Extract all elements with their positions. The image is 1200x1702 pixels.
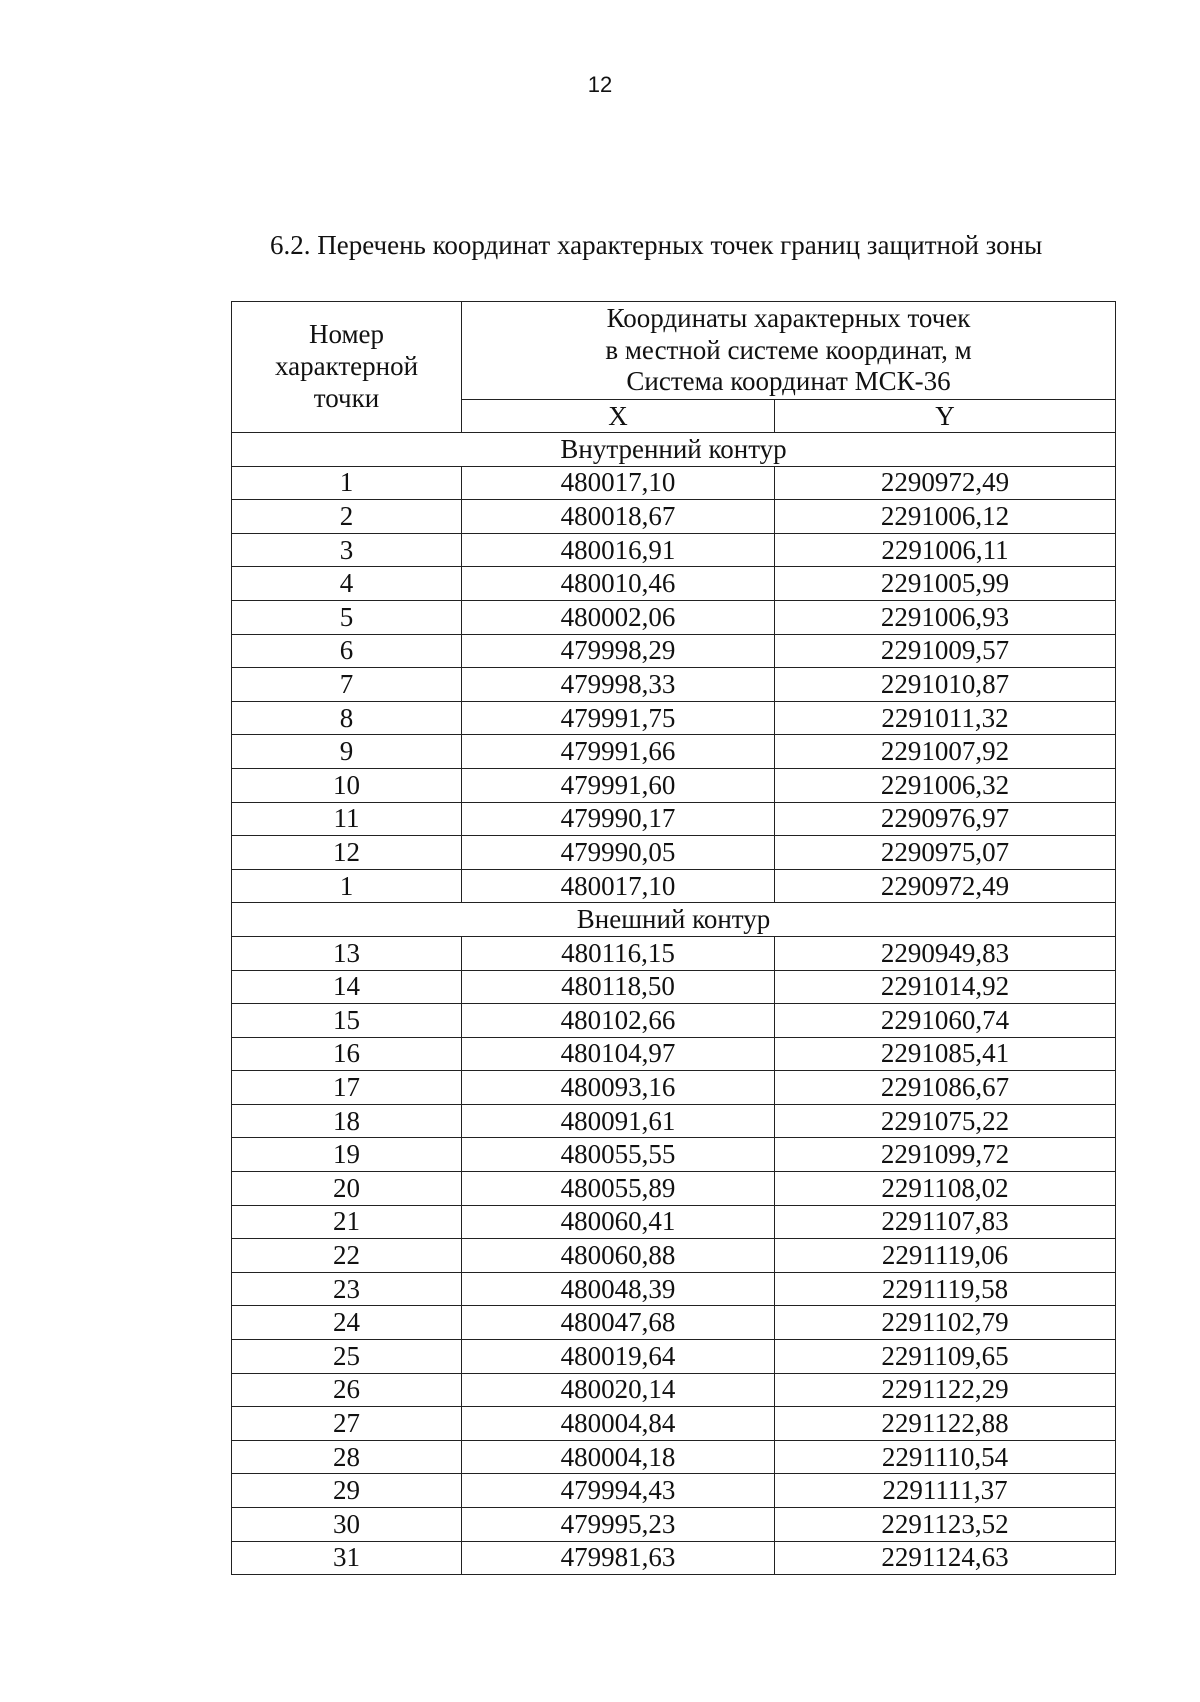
x-coordinate-cell: 479991,75: [462, 701, 775, 735]
point-number-cell: 10: [232, 768, 462, 802]
x-coordinate-cell: 480118,50: [462, 970, 775, 1004]
document-title: 6.2. Перечень координат характерных точек границ защитной зоны: [270, 230, 1043, 260]
point-number-cell: 26: [232, 1373, 462, 1407]
x-coordinate-cell: 479998,29: [462, 634, 775, 668]
y-column-header: Y: [775, 400, 1116, 433]
y-coordinate-cell: 2291010,87: [775, 668, 1116, 702]
y-coordinate-cell: 2291005,99: [775, 567, 1116, 601]
x-coordinate-cell: 480091,61: [462, 1104, 775, 1138]
y-coordinate-cell: 2291102,79: [775, 1306, 1116, 1340]
x-coordinate-cell: 480017,10: [462, 466, 775, 500]
table-row: [232, 1440, 1116, 1474]
table-row: [232, 1071, 1116, 1105]
table-row: [232, 634, 1116, 668]
page-number: 12: [587, 72, 613, 97]
table-row: [232, 768, 1116, 802]
table-row: [232, 500, 1116, 534]
table-row: [232, 970, 1116, 1004]
point-number-cell: 9: [232, 735, 462, 769]
table-row: [232, 1508, 1116, 1542]
table-row: [232, 1474, 1116, 1508]
x-column-header: X: [462, 400, 775, 433]
point-number-cell: 6: [232, 634, 462, 668]
y-coordinate-cell: 2291011,32: [775, 701, 1116, 735]
y-coordinate-cell: 2291007,92: [775, 735, 1116, 769]
y-coordinate-cell: 2291075,22: [775, 1104, 1116, 1138]
x-coordinate-cell: 480047,68: [462, 1306, 775, 1340]
y-coordinate-cell: 2290972,49: [775, 869, 1116, 903]
y-coordinate-cell: 2291006,93: [775, 600, 1116, 634]
y-coordinate-cell: 2291085,41: [775, 1037, 1116, 1071]
point-number-cell: 28: [232, 1440, 462, 1474]
y-coordinate-cell: 2291009,57: [775, 634, 1116, 668]
x-coordinate-cell: 480060,88: [462, 1239, 775, 1273]
section-title: Внутренний контур: [232, 433, 1116, 467]
table-row: [232, 1272, 1116, 1306]
table-row: [232, 1004, 1116, 1038]
table-row: [232, 1340, 1116, 1374]
table-row: [232, 735, 1116, 769]
table-row: [232, 1407, 1116, 1441]
point-number-cell: 29: [232, 1474, 462, 1508]
x-coordinate-cell: 480016,91: [462, 533, 775, 567]
x-coordinate-cell: 480004,84: [462, 1407, 775, 1441]
y-coordinate-cell: 2291060,74: [775, 1004, 1116, 1038]
table-row: [232, 1138, 1116, 1172]
x-coordinate-cell: 480048,39: [462, 1272, 775, 1306]
table-row: [232, 1541, 1116, 1575]
x-coordinate-cell: 480104,97: [462, 1037, 775, 1071]
point-number-header-line: Номер: [308, 319, 385, 350]
point-number-header-line: точки: [313, 382, 380, 413]
section-title: Внешний контур: [232, 903, 1116, 937]
table-row: [232, 869, 1116, 903]
coordinates-table-body: [232, 302, 1116, 1575]
x-coordinate-cell: 480004,18: [462, 1440, 775, 1474]
point-number-cell: 13: [232, 936, 462, 970]
point-number-cell: 8: [232, 701, 462, 735]
point-number-cell: 3: [232, 533, 462, 567]
point-number-cell: 20: [232, 1172, 462, 1206]
section-header-row: [232, 433, 1116, 467]
y-coordinate-cell: 2291109,65: [775, 1340, 1116, 1374]
x-coordinate-cell: 479991,66: [462, 735, 775, 769]
point-number-header: [232, 302, 462, 433]
coordinates-header-line: Координаты характерных точек: [606, 302, 971, 333]
point-number-header-line: характерной: [274, 351, 419, 382]
table-row: [232, 836, 1116, 870]
x-coordinate-cell: 480020,14: [462, 1373, 775, 1407]
y-coordinate-cell: 2291108,02: [775, 1172, 1116, 1206]
point-number-cell: 30: [232, 1508, 462, 1542]
point-number-cell: 18: [232, 1104, 462, 1138]
point-number-cell: 31: [232, 1541, 462, 1575]
x-coordinate-cell: 480055,89: [462, 1172, 775, 1206]
y-coordinate-cell: 2290949,83: [775, 936, 1116, 970]
y-coordinate-cell: 2291122,88: [775, 1407, 1116, 1441]
table-row: [232, 1172, 1116, 1206]
point-number-cell: 14: [232, 970, 462, 1004]
point-number-cell: 22: [232, 1239, 462, 1273]
point-number-cell: 1: [232, 466, 462, 500]
y-coordinate-cell: 2291119,06: [775, 1239, 1116, 1273]
y-coordinate-cell: 2291014,92: [775, 970, 1116, 1004]
point-number-cell: 21: [232, 1205, 462, 1239]
x-coordinate-cell: 479998,33: [462, 668, 775, 702]
point-number-cell: 24: [232, 1306, 462, 1340]
x-coordinate-cell: 479990,17: [462, 802, 775, 836]
x-coordinate-cell: 479994,43: [462, 1474, 775, 1508]
y-coordinate-cell: 2291006,11: [775, 533, 1116, 567]
point-number-cell: 5: [232, 600, 462, 634]
section-header-row: [232, 903, 1116, 937]
table-row: [232, 936, 1116, 970]
table-row: [232, 1205, 1116, 1239]
y-coordinate-cell: 2291006,32: [775, 768, 1116, 802]
y-coordinate-cell: 2291119,58: [775, 1272, 1116, 1306]
table-row: [232, 1037, 1116, 1071]
point-number-cell: 25: [232, 1340, 462, 1374]
x-coordinate-cell: 479995,23: [462, 1508, 775, 1542]
x-coordinate-cell: 480093,16: [462, 1071, 775, 1105]
x-coordinate-cell: 479990,05: [462, 836, 775, 870]
point-number-cell: 19: [232, 1138, 462, 1172]
x-coordinate-cell: 479991,60: [462, 768, 775, 802]
x-coordinate-cell: 480019,64: [462, 1340, 775, 1374]
y-coordinate-cell: 2291123,52: [775, 1508, 1116, 1542]
y-coordinate-cell: 2291086,67: [775, 1071, 1116, 1105]
x-coordinate-cell: 480018,67: [462, 500, 775, 534]
table-row: [232, 567, 1116, 601]
x-coordinate-cell: 480002,06: [462, 600, 775, 634]
table-row: [232, 802, 1116, 836]
point-number-cell: 12: [232, 836, 462, 870]
coordinates-header-line: в местной системе координат, м: [605, 334, 972, 365]
y-coordinate-cell: 2291107,83: [775, 1205, 1116, 1239]
table-row: [232, 1104, 1116, 1138]
table-row: [232, 1306, 1116, 1340]
point-number-cell: 4: [232, 567, 462, 601]
x-coordinate-cell: 480017,10: [462, 869, 775, 903]
y-coordinate-cell: 2291099,72: [775, 1138, 1116, 1172]
coordinates-table: [231, 301, 1116, 1575]
y-coordinate-cell: 2290976,97: [775, 802, 1116, 836]
point-number-cell: 7: [232, 668, 462, 702]
x-coordinate-cell: 480010,46: [462, 567, 775, 601]
y-coordinate-cell: 2291111,37: [775, 1474, 1116, 1508]
x-coordinate-cell: 480102,66: [462, 1004, 775, 1038]
coordinates-header: [462, 302, 1116, 400]
table-row: [232, 600, 1116, 634]
table-row: [232, 533, 1116, 567]
x-coordinate-cell: 480116,15: [462, 936, 775, 970]
point-number-cell: 23: [232, 1272, 462, 1306]
y-coordinate-cell: 2290975,07: [775, 836, 1116, 870]
y-coordinate-cell: 2290972,49: [775, 466, 1116, 500]
y-coordinate-cell: 2291122,29: [775, 1373, 1116, 1407]
x-coordinate-cell: 480055,55: [462, 1138, 775, 1172]
point-number-cell: 1: [232, 869, 462, 903]
point-number-cell: 2: [232, 500, 462, 534]
table-header-row: [232, 302, 1116, 400]
point-number-cell: 15: [232, 1004, 462, 1038]
point-number-cell: 11: [232, 802, 462, 836]
table-row: [232, 668, 1116, 702]
x-coordinate-cell: 480060,41: [462, 1205, 775, 1239]
coordinates-header-line: Система координат МСК-36: [626, 366, 951, 397]
table-row: [232, 1373, 1116, 1407]
x-coordinate-cell: 479981,63: [462, 1541, 775, 1575]
point-number-cell: 17: [232, 1071, 462, 1105]
point-number-cell: 27: [232, 1407, 462, 1441]
table-row: [232, 701, 1116, 735]
y-coordinate-cell: 2291124,63: [775, 1541, 1116, 1575]
table-row: [232, 1239, 1116, 1273]
y-coordinate-cell: 2291006,12: [775, 500, 1116, 534]
y-coordinate-cell: 2291110,54: [775, 1440, 1116, 1474]
point-number-cell: 16: [232, 1037, 462, 1071]
table-row: [232, 466, 1116, 500]
